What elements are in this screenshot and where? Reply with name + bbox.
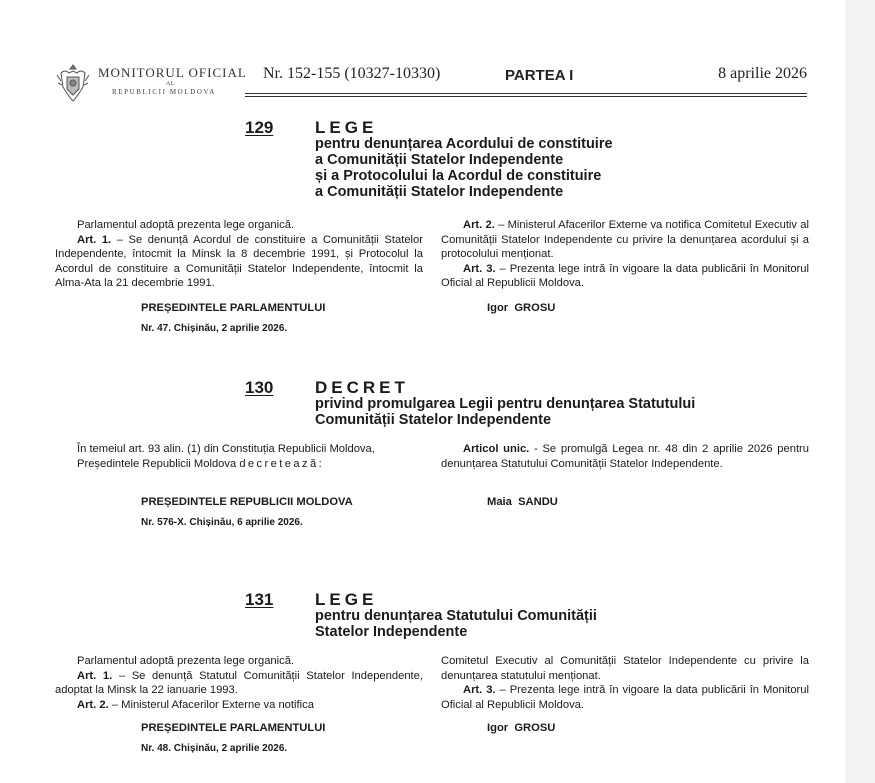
act-number: 131 bbox=[245, 590, 274, 609]
article-text: - Se promulgă Legea nr. 48 din 2 aprilie 2026 pentru denunțarea Statutului Comunității Statelor Independente. bbox=[441, 443, 809, 470]
act-title-line: privind promulgarea Legii pentru denunțarea Statutului bbox=[315, 396, 696, 412]
act-left-column bbox=[55, 442, 423, 471]
page-margin-strip bbox=[845, 0, 875, 783]
paragraph bbox=[55, 457, 423, 472]
article-text: – Se denunță Acordul de constituire a Comunității Statelor Independente, întocmit la Minsk la 8 decembrie 1991, și Protocolul la Acordul de constituire a Comunității Statelor Independente, întocmit la Alma-Ata la 21 decembrie 1991. bbox=[55, 233, 423, 289]
article-label: Art. 2. bbox=[77, 698, 109, 711]
paragraph bbox=[441, 442, 809, 471]
article-label: Art. 2. bbox=[463, 219, 495, 231]
act-title-line: și a Protocolului la Acordul de constituire bbox=[315, 168, 602, 184]
paragraph bbox=[55, 233, 423, 291]
publication-al: AL bbox=[166, 81, 174, 87]
act-left-column bbox=[55, 654, 423, 712]
act-type: DECRET bbox=[315, 378, 409, 397]
act-place-date: Nr. 576-X. Chișinău, 6 aprilie 2026. bbox=[141, 517, 303, 528]
issue-number: Nr. 152-155 (10327-10330) bbox=[263, 65, 441, 82]
paragraph bbox=[441, 218, 809, 262]
act-title-line: Comunității Statelor Independente bbox=[315, 412, 552, 428]
publication-country: REPUBLICII MOLDOVA bbox=[112, 88, 216, 96]
paragraph: Parlamentul adoptă prezenta lege organică. bbox=[77, 655, 295, 667]
paragraph bbox=[441, 262, 809, 291]
act-title-line: a Comunității Statelor Independente bbox=[315, 184, 564, 200]
paragraph: Comitetul Executiv al Comunității Statelor Independente cu privire la denunțarea statutului menționat. bbox=[441, 655, 809, 682]
article-text: – Prezenta lege intră în vigoare la data publicării în Monitorul Oficial al Republicii Moldova. bbox=[441, 262, 809, 289]
article-text: – Ministerul Afacerilor Externe va notifica Comitetul Executiv al Comunității Statelor Independente cu privire la denunțarea acordului și a protocolului menționat. bbox=[441, 219, 809, 260]
paragraph bbox=[55, 698, 423, 713]
part-label: PARTEA I bbox=[505, 67, 574, 84]
act-right-column bbox=[441, 218, 809, 291]
decree-prefix: Președintele Republicii Moldova bbox=[77, 457, 240, 470]
act-right-column bbox=[441, 442, 809, 471]
header-rule bbox=[245, 93, 807, 94]
paragraph: Parlamentul adoptă prezenta lege organică. bbox=[77, 219, 295, 231]
paragraph bbox=[441, 683, 809, 712]
paragraph bbox=[55, 669, 423, 698]
act-type: LEGE bbox=[315, 590, 378, 609]
header-rule-secondary bbox=[245, 96, 807, 97]
signatory-title: PREȘEDINTELE PARLAMENTULUI bbox=[141, 722, 326, 734]
paragraph: În temeiul art. 93 alin. (1) din Constituția Republicii Moldova, bbox=[77, 443, 375, 455]
act-right-column bbox=[441, 654, 809, 712]
issue-date: 8 aprilie 2026 bbox=[718, 65, 807, 82]
article-text: – Prezenta lege intră în vigoare la data publicării în Monitorul Oficial al Republicii Moldova. bbox=[441, 684, 809, 711]
act-title-line: pentru denunțarea Acordului de constituire bbox=[315, 136, 613, 152]
decree-suffix: : bbox=[318, 457, 322, 470]
article-label: Art. 3. bbox=[463, 262, 496, 275]
signatory-name: Igor GROSU bbox=[487, 722, 556, 734]
article-text: – Se denunță Statutul Comunității Statelor Independente, adoptat la Minsk la 22 ianuarie 1993. bbox=[55, 669, 423, 696]
article-label: Art. 1. bbox=[77, 669, 113, 682]
publication-name: MONITORUL OFICIAL bbox=[98, 65, 247, 80]
act-place-date: Nr. 47. Chișinău, 2 aprilie 2026. bbox=[141, 323, 288, 334]
article-label: Articol unic. bbox=[463, 443, 530, 455]
article-text: – Ministerul Afacerilor Externe va notifica bbox=[108, 698, 314, 711]
act-title-line: Statelor Independente bbox=[315, 624, 468, 640]
act-title-line: a Comunității Statelor Independente bbox=[315, 152, 564, 168]
signatory-name: Igor GROSU bbox=[487, 302, 556, 314]
act-number: 130 bbox=[245, 378, 274, 397]
act-left-column bbox=[55, 218, 423, 291]
decree-verb: decretează bbox=[239, 457, 319, 470]
signatory-name: Maia SANDU bbox=[487, 496, 558, 508]
act-title bbox=[315, 396, 695, 428]
act-place-date: Nr. 48. Chișinău, 2 aprilie 2026. bbox=[141, 743, 288, 754]
act-title bbox=[315, 136, 613, 200]
signatory-title: PREȘEDINTELE PARLAMENTULUI bbox=[141, 302, 326, 314]
coat-of-arms-icon bbox=[55, 61, 91, 105]
act-number: 129 bbox=[245, 118, 274, 137]
act-title bbox=[315, 608, 597, 640]
act-title-line: pentru denunțarea Statutului Comunității bbox=[315, 608, 597, 624]
article-label: Art. 3. bbox=[463, 684, 496, 696]
article-label: Art. 1. bbox=[77, 233, 112, 246]
signatory-title: PREȘEDINTELE REPUBLICII MOLDOVA bbox=[141, 496, 353, 508]
act-type: LEGE bbox=[315, 118, 378, 137]
